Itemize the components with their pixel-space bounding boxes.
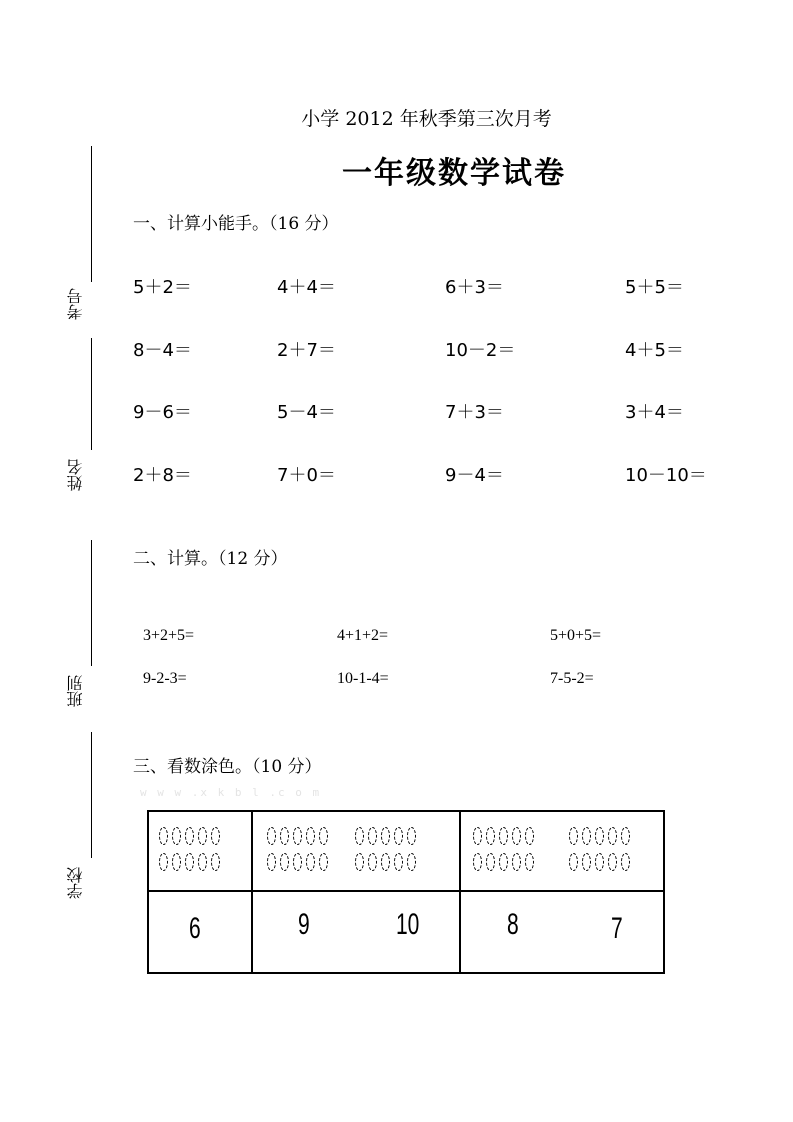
- problem: 7＋3＝: [445, 402, 504, 423]
- problem: 10－10＝: [625, 465, 707, 486]
- circle-outline-icon[interactable]: [172, 827, 181, 845]
- problem: 7＋0＝: [277, 465, 336, 486]
- binding-line: [91, 338, 92, 450]
- circle-outline-icon[interactable]: [608, 827, 617, 845]
- problem: 10-1-4=: [337, 670, 389, 687]
- target-number: 9: [298, 908, 310, 941]
- circle-outline-icon[interactable]: [512, 827, 521, 845]
- circle-outline-icon[interactable]: [621, 853, 630, 871]
- circle-outline-icon[interactable]: [595, 853, 604, 871]
- circle-outline-icon[interactable]: [355, 853, 364, 871]
- circle-outline-icon[interactable]: [381, 827, 390, 845]
- circle-outline-icon[interactable]: [198, 853, 207, 871]
- label-exam-number: 考号: [66, 288, 85, 320]
- watermark: w w w .x k b l .c o m: [140, 786, 322, 799]
- exam-title: 一年级数学试卷: [342, 156, 566, 191]
- label-name: 姓名: [66, 459, 85, 491]
- number-cell: [252, 891, 460, 973]
- problem: 5＋5＝: [625, 277, 684, 298]
- problem: 2＋7＝: [277, 340, 336, 361]
- dot-group[interactable]: [471, 825, 536, 877]
- circle-outline-icon[interactable]: [582, 853, 591, 871]
- target-number: 10: [396, 908, 420, 941]
- circle-outline-icon[interactable]: [394, 853, 403, 871]
- target-number: 6: [189, 912, 201, 945]
- problem: 10－2＝: [445, 340, 516, 361]
- circle-outline-icon[interactable]: [473, 853, 482, 871]
- circle-outline-icon[interactable]: [394, 827, 403, 845]
- problem: 4+1+2=: [337, 627, 389, 644]
- dot-group[interactable]: [157, 825, 222, 877]
- circle-outline-icon[interactable]: [355, 827, 364, 845]
- dot-cell: [148, 811, 252, 891]
- circle-outline-icon[interactable]: [621, 827, 630, 845]
- circle-outline-icon[interactable]: [280, 827, 289, 845]
- problem: 7-5-2=: [550, 670, 594, 687]
- dot-group[interactable]: [353, 825, 418, 877]
- circle-outline-icon[interactable]: [582, 827, 591, 845]
- problem: 8－4＝: [133, 340, 192, 361]
- circle-outline-icon[interactable]: [368, 853, 377, 871]
- circle-outline-icon[interactable]: [319, 827, 328, 845]
- circle-outline-icon[interactable]: [280, 853, 289, 871]
- circle-outline-icon[interactable]: [381, 853, 390, 871]
- circle-outline-icon[interactable]: [198, 827, 207, 845]
- circle-outline-icon[interactable]: [267, 827, 276, 845]
- number-cell: [148, 891, 252, 973]
- circle-outline-icon[interactable]: [595, 827, 604, 845]
- circle-outline-icon[interactable]: [267, 853, 276, 871]
- target-number: 8: [507, 908, 519, 941]
- dot-cell: [252, 811, 460, 891]
- circle-outline-icon[interactable]: [569, 827, 578, 845]
- circle-outline-icon[interactable]: [211, 827, 220, 845]
- section3-heading: 三、看数涂色。（10 分）: [133, 757, 322, 777]
- dot-cell: [460, 811, 664, 891]
- number-cell: [460, 891, 664, 973]
- problem: 3＋4＝: [625, 402, 684, 423]
- problem: 4＋4＝: [277, 277, 336, 298]
- circle-outline-icon[interactable]: [306, 853, 315, 871]
- problem: 5－4＝: [277, 402, 336, 423]
- circle-outline-icon[interactable]: [569, 853, 578, 871]
- exam-subtitle: 小学 2012 年秋季第三次月考: [301, 108, 552, 130]
- circle-outline-icon[interactable]: [525, 853, 534, 871]
- coloring-table: [147, 810, 665, 974]
- binding-line: [91, 540, 92, 666]
- section2-heading: 二、计算。（12 分）: [133, 549, 288, 569]
- circle-outline-icon[interactable]: [486, 827, 495, 845]
- label-class: 班别: [66, 675, 85, 707]
- target-number: 7: [611, 912, 623, 945]
- circle-outline-icon[interactable]: [185, 827, 194, 845]
- circle-outline-icon[interactable]: [473, 827, 482, 845]
- circle-outline-icon[interactable]: [306, 827, 315, 845]
- section1-heading: 一、计算小能手。（16 分）: [133, 214, 339, 234]
- circle-outline-icon[interactable]: [407, 827, 416, 845]
- problem: 9－4＝: [445, 465, 504, 486]
- problem: 6＋3＝: [445, 277, 504, 298]
- problem: 9-2-3=: [143, 670, 187, 687]
- circle-outline-icon[interactable]: [525, 827, 534, 845]
- circle-outline-icon[interactable]: [512, 853, 521, 871]
- dot-group[interactable]: [567, 825, 632, 877]
- circle-outline-icon[interactable]: [319, 853, 328, 871]
- circle-outline-icon[interactable]: [486, 853, 495, 871]
- binding-line: [91, 732, 92, 858]
- circle-outline-icon[interactable]: [211, 853, 220, 871]
- circle-outline-icon[interactable]: [293, 853, 302, 871]
- circle-outline-icon[interactable]: [407, 853, 416, 871]
- problem: 5+0+5=: [550, 627, 602, 644]
- circle-outline-icon[interactable]: [172, 853, 181, 871]
- problem: 3+2+5=: [143, 627, 195, 644]
- label-school: 学校: [66, 867, 85, 899]
- circle-outline-icon[interactable]: [368, 827, 377, 845]
- circle-outline-icon[interactable]: [293, 827, 302, 845]
- dot-group[interactable]: [265, 825, 330, 877]
- problem: 9－6＝: [133, 402, 192, 423]
- circle-outline-icon[interactable]: [159, 853, 168, 871]
- circle-outline-icon[interactable]: [159, 827, 168, 845]
- problem: 5＋2＝: [133, 277, 192, 298]
- circle-outline-icon[interactable]: [185, 853, 194, 871]
- problem: 4＋5＝: [625, 340, 684, 361]
- circle-outline-icon[interactable]: [499, 827, 508, 845]
- circle-outline-icon[interactable]: [608, 853, 617, 871]
- problem: 2＋8＝: [133, 465, 192, 486]
- binding-line: [91, 146, 92, 282]
- circle-outline-icon[interactable]: [499, 853, 508, 871]
